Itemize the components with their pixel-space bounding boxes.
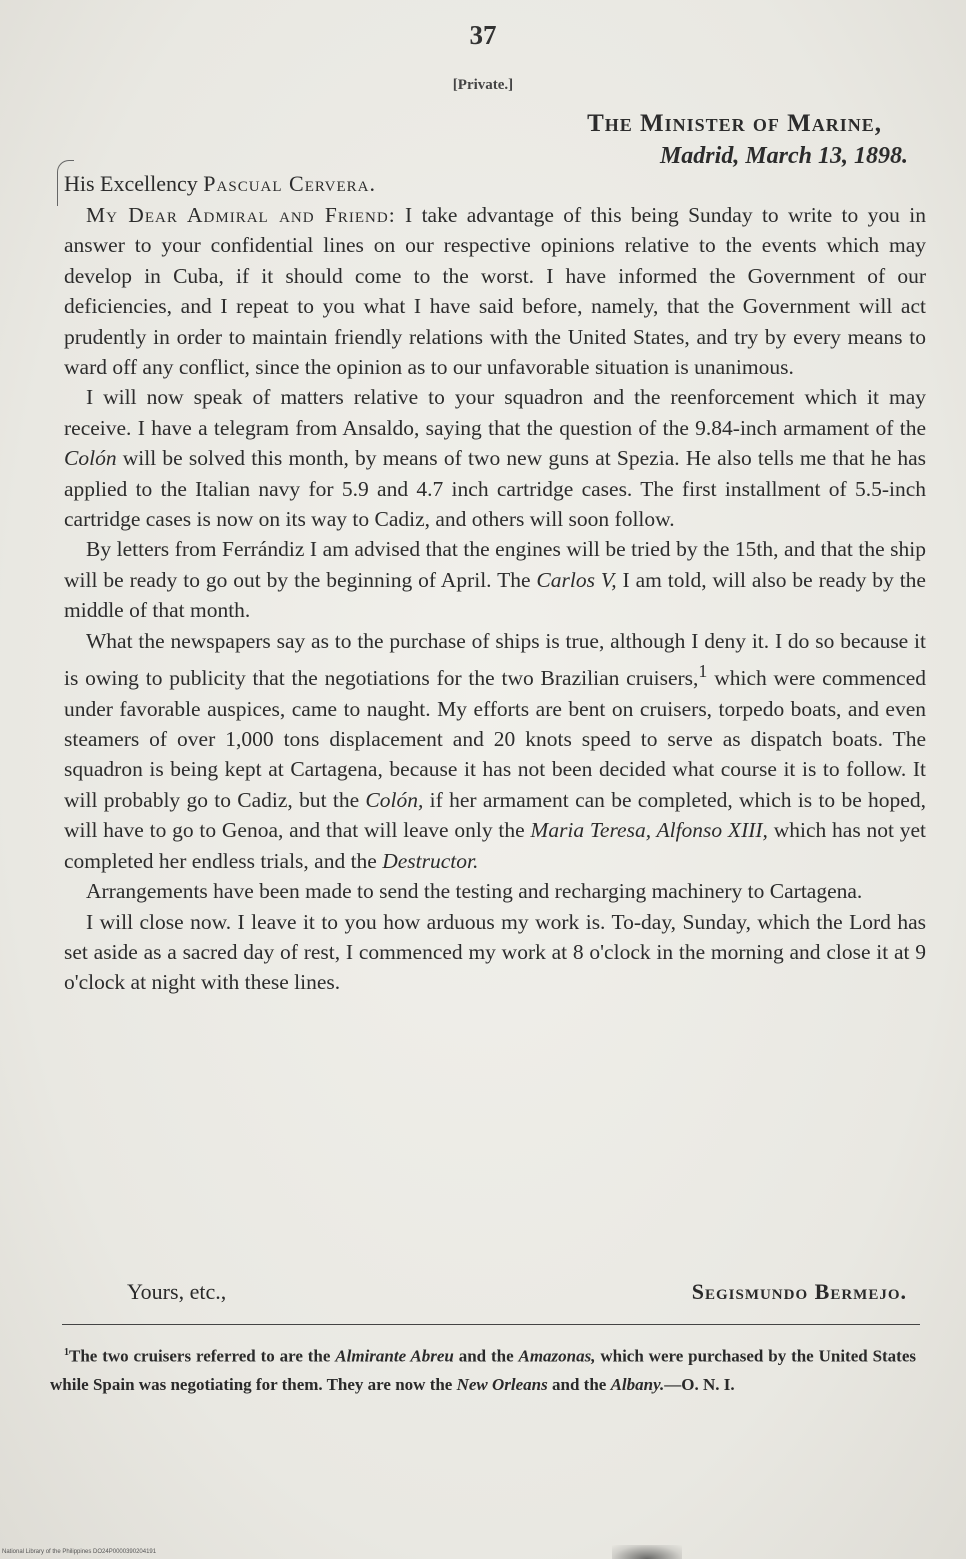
paragraph-4-text-d: which has not yet completed her endless trials, and the: [64, 818, 926, 873]
addressee-prefix: His Excellency: [64, 171, 204, 196]
ship-name-destructor: Destructor.: [382, 848, 479, 873]
signature-line: [127, 1279, 907, 1305]
signature: Segismundo Bermejo.: [691, 1279, 907, 1304]
paragraph-4: [64, 626, 926, 876]
page-number: 37: [469, 20, 497, 50]
paragraph-1: [64, 200, 926, 382]
paragraph-4-text-b: which were commenced under favorable auspices, came to naught. My efforts are bent on cruisers, torpedo boats, and even steamers of over 1,000 tons displacement and 20 knots speed to serve as dispatch boats. The squadron is being kept at Cartagena, because it has not been decided what course it is to follow. It will probably go to Cadiz, but the: [64, 666, 926, 812]
paragraph-4-text-c: if her armament can be completed, which is to be hoped, will have to go to Genoa, and that will leave only the: [64, 787, 926, 843]
paragraph-3: [64, 534, 926, 625]
paragraph-3-text-a: By letters from Ferrándiz I am advised that the engines will be tried by the 15th, and that the ship will be ready to go out by the beginning of April. The: [64, 537, 926, 592]
footnote-divider: [62, 1324, 920, 1325]
ship-name-albany: Albany.: [610, 1374, 665, 1394]
paragraph-1-text: I take advantage of this being Sunday to write to you in answer to your confidential lines on our respective opinions relative to the events which may develop in Cuba, if it should come to the worst. I have informed the Government of our deficiencies, and I repeat to you what I have said before, namely, that the Government will act prudently in order to maintain friendly relations with the United States, and try by every means to ward off any conflict, since the opinion as to our unfavorable situation is unanimous.: [64, 203, 926, 380]
ship-name-amazonas: Amazonas,: [518, 1346, 596, 1366]
paragraph-2: [64, 382, 926, 534]
footnote: [50, 1339, 916, 1399]
footnote-text-a: The two cruisers referred to are the: [69, 1346, 336, 1366]
footnote-text-d: and the: [547, 1374, 611, 1394]
paragraph-2-text-b: will be solved this month, by means of two new guns at Spezia. He also tells me that he has applied to the Italian navy for 5.9 and 4.7 inch cartridge cases. The first installment of 5.5-inch cartridge cases is now on its way to Cadiz, and others will soon follow.: [64, 446, 926, 532]
ship-name-almirante-abreu: Almirante Abreu: [335, 1346, 454, 1366]
library-credit: National Library of the Philippines DO24P0000390204191: [2, 1549, 157, 1555]
paragraph-6: [64, 907, 926, 998]
paragraph-5-text: Arrangements have been made to send the testing and recharging machinery to Cartagena.: [86, 879, 863, 904]
footnote-paragraph: [50, 1339, 916, 1399]
footnote-text-b: and the: [453, 1346, 519, 1366]
ship-name-carlos-v: Carlos V,: [536, 567, 617, 592]
closing: Yours, etc.,: [127, 1279, 227, 1304]
footnote-text-c: which were purchased by the United States while Spain was negotiating for them. They are now the: [50, 1346, 917, 1394]
ship-names-teresa-alfonso: Maria Teresa, Alfonso XIII,: [530, 818, 768, 843]
dateline: Madrid, March 13, 1898.: [659, 143, 908, 169]
paragraph-6-text: I will close now. I leave it to you how arduous my work is. To-day, Sunday, which the Lord has set aside as a sacred day of rest, I commenced my work at 8 o'clock in the morning and close it at 9 o'clock at night with these lines.: [64, 909, 926, 995]
paragraph-2-text-a: I will now speak of matters relative to your squadron and the reenforcement which it may receive. I have a telegram from Ansaldo, saying that the question of the 9.84-inch armament of the: [64, 385, 926, 440]
ship-name-colon-2: Colón,: [365, 787, 424, 812]
addressee-name: Pascual Cervera.: [203, 171, 377, 196]
ship-name-colon: Colón: [64, 446, 117, 471]
private-label: [Private.]: [452, 77, 514, 93]
salutation: My Dear Admiral and Friend:: [86, 203, 396, 227]
paragraph-3-text-b: I am told, will also be ready by the middle of that month.: [64, 567, 926, 623]
addressee: [64, 171, 376, 197]
scan-shadow: [612, 1545, 682, 1559]
paragraph-4-text-a: What the newspapers say as to the purchase of ships is true, although I deny it. I do so because it is owing to publicity that the negotiations for the two Brazilian cruisers,: [64, 628, 926, 691]
footnote-reference: 1: [698, 661, 708, 682]
footnote-attribution: —O. N. I.: [664, 1374, 735, 1394]
sender-title: The Minister of Marine,: [587, 110, 882, 137]
letter-body: [64, 200, 926, 998]
ship-name-new-orleans: New Orleans: [456, 1374, 548, 1394]
paragraph-5: [64, 876, 926, 906]
footnote-marker: 1: [64, 1347, 69, 1358]
